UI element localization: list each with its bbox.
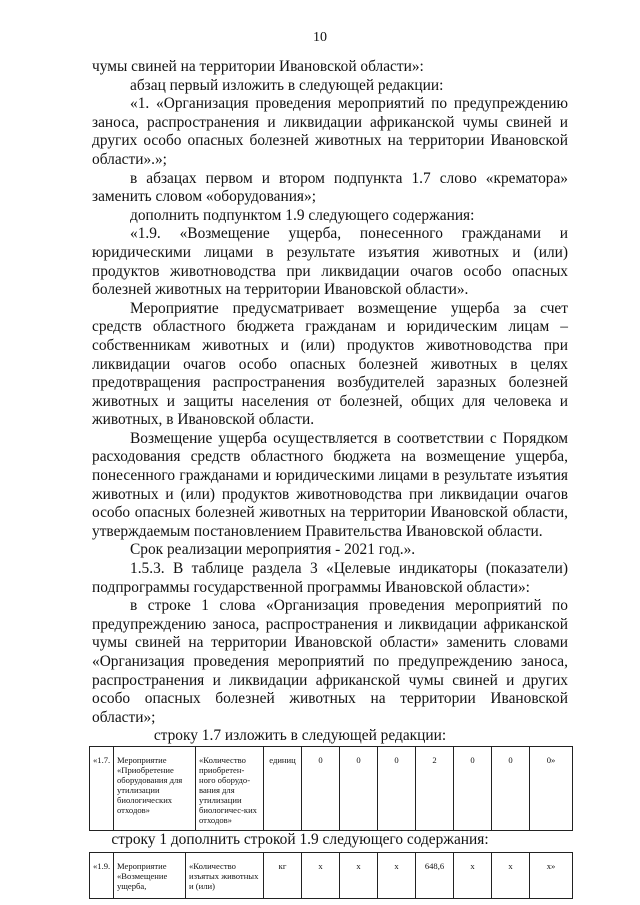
paragraph: абзац первый изложить в следующей редакции: [130, 76, 444, 94]
table-row [90, 852, 573, 898]
paragraph: 1.5.3. В таблице раздела 3 «Целевые индикаторы (показатели) подпрограммы государственной программы Ивановской области»: [92, 560, 568, 596]
table-cell: х [454, 852, 492, 898]
table-cell: х [492, 852, 530, 898]
table-cell: 0 [302, 746, 340, 830]
table-row [90, 746, 573, 830]
table-cell: х [302, 852, 340, 898]
table-cell: х [378, 852, 416, 898]
paragraph: в абзацах первом и втором подпункта 1.7 слово «крематора» заменить словом «оборудования»; [92, 169, 568, 206]
paragraph: чумы свиней на территории Ивановской области»: [92, 58, 424, 75]
table-cell: 2 [416, 746, 454, 830]
table-cell: 0 [492, 746, 530, 830]
table-cell: х [340, 852, 378, 898]
paragraph: «1.9. «Возмещение ущерба, понесенного гражданами и юридическими лицами в результате изъятия животных и (или) продуктов животноводства при ликвидации очагов особо опасных болезней животных на территории Ивановской области». [92, 225, 568, 299]
indicator-table-row-1-7 [89, 746, 573, 831]
paragraph: Срок реализации мероприятия - 2021 год.». [130, 541, 416, 559]
page-number: 10 [313, 30, 327, 45]
indicator-name: «Количество изъятых животных и (или) [186, 852, 264, 898]
paragraph: «1. «Организация проведения мероприятий по предупреждению заноса, распространения и ликвидации африканской чумы свиней и других особо опасных болезней животных на территории Ивановской области».»; [92, 95, 568, 168]
paragraph: строку 1 дополнить строкой 1.9 следующего содержания: [111, 830, 489, 848]
indicator-name: «Количество приобретен-ного оборудо-вания для утилизации биологичес-ких отходов» [196, 746, 264, 830]
document-body [92, 58, 568, 899]
table-cell: 648,6 [416, 852, 454, 898]
row-number: «1.7. [90, 746, 114, 830]
table-cell: 0 [340, 746, 378, 830]
paragraph: в строке 1 слова «Организация проведения мероприятий по предупреждению заноса, распространения и ликвидации африканской чумы свиней на территории Ивановской области» заменить словами «Организация проведения мероприятий по предупреждению заноса, распространения и ликвидации африканской чумы свиней и других особо опасных болезней животных на территории Ивановской области»; [92, 597, 568, 726]
table-cell: 0 [454, 746, 492, 830]
table-cell: 0» [530, 746, 573, 830]
row-number: «1.9. [90, 852, 114, 898]
indicator-table-row-1-9 [89, 852, 573, 899]
table-cell: х» [530, 852, 573, 898]
paragraph: дополнить подпунктом 1.9 следующего содержания: [130, 206, 475, 224]
paragraph: строку 1.7 изложить в следующей редакции: [153, 727, 447, 745]
event-name: Мероприятие «Возмещение ущерба, [114, 852, 186, 898]
unit: единиц [264, 746, 302, 830]
paragraph: Мероприятие предусматривает возмещение ущерба за счет средств областного бюджета гражданам и юридическим лицам – собственникам животных и (или) продуктов животноводства при ликвидации очагов особо опасных болезней животных в целях предотвращения распространения возбудителей заразных болезней животных и защиты населения от болезней, общих для человека и животных, в Ивановской области. [92, 299, 568, 429]
unit: кг [264, 852, 302, 898]
table-cell: 0 [378, 746, 416, 830]
paragraph: Возмещение ущерба осуществляется в соответствии с Порядком расходования средств областного бюджета на возмещение ущерба, понесенного гражданами и юридическими лицами в результате изъятия животных и (или) продуктов животноводства при ликвидации очагов особо опасных болезней животных на территории Ивановской области, утверждаемым постановлением Правительства Ивановской области. [92, 429, 568, 540]
event-name: Мероприятие «Приобретение оборудования для утилизации биологических отходов» [114, 746, 196, 830]
